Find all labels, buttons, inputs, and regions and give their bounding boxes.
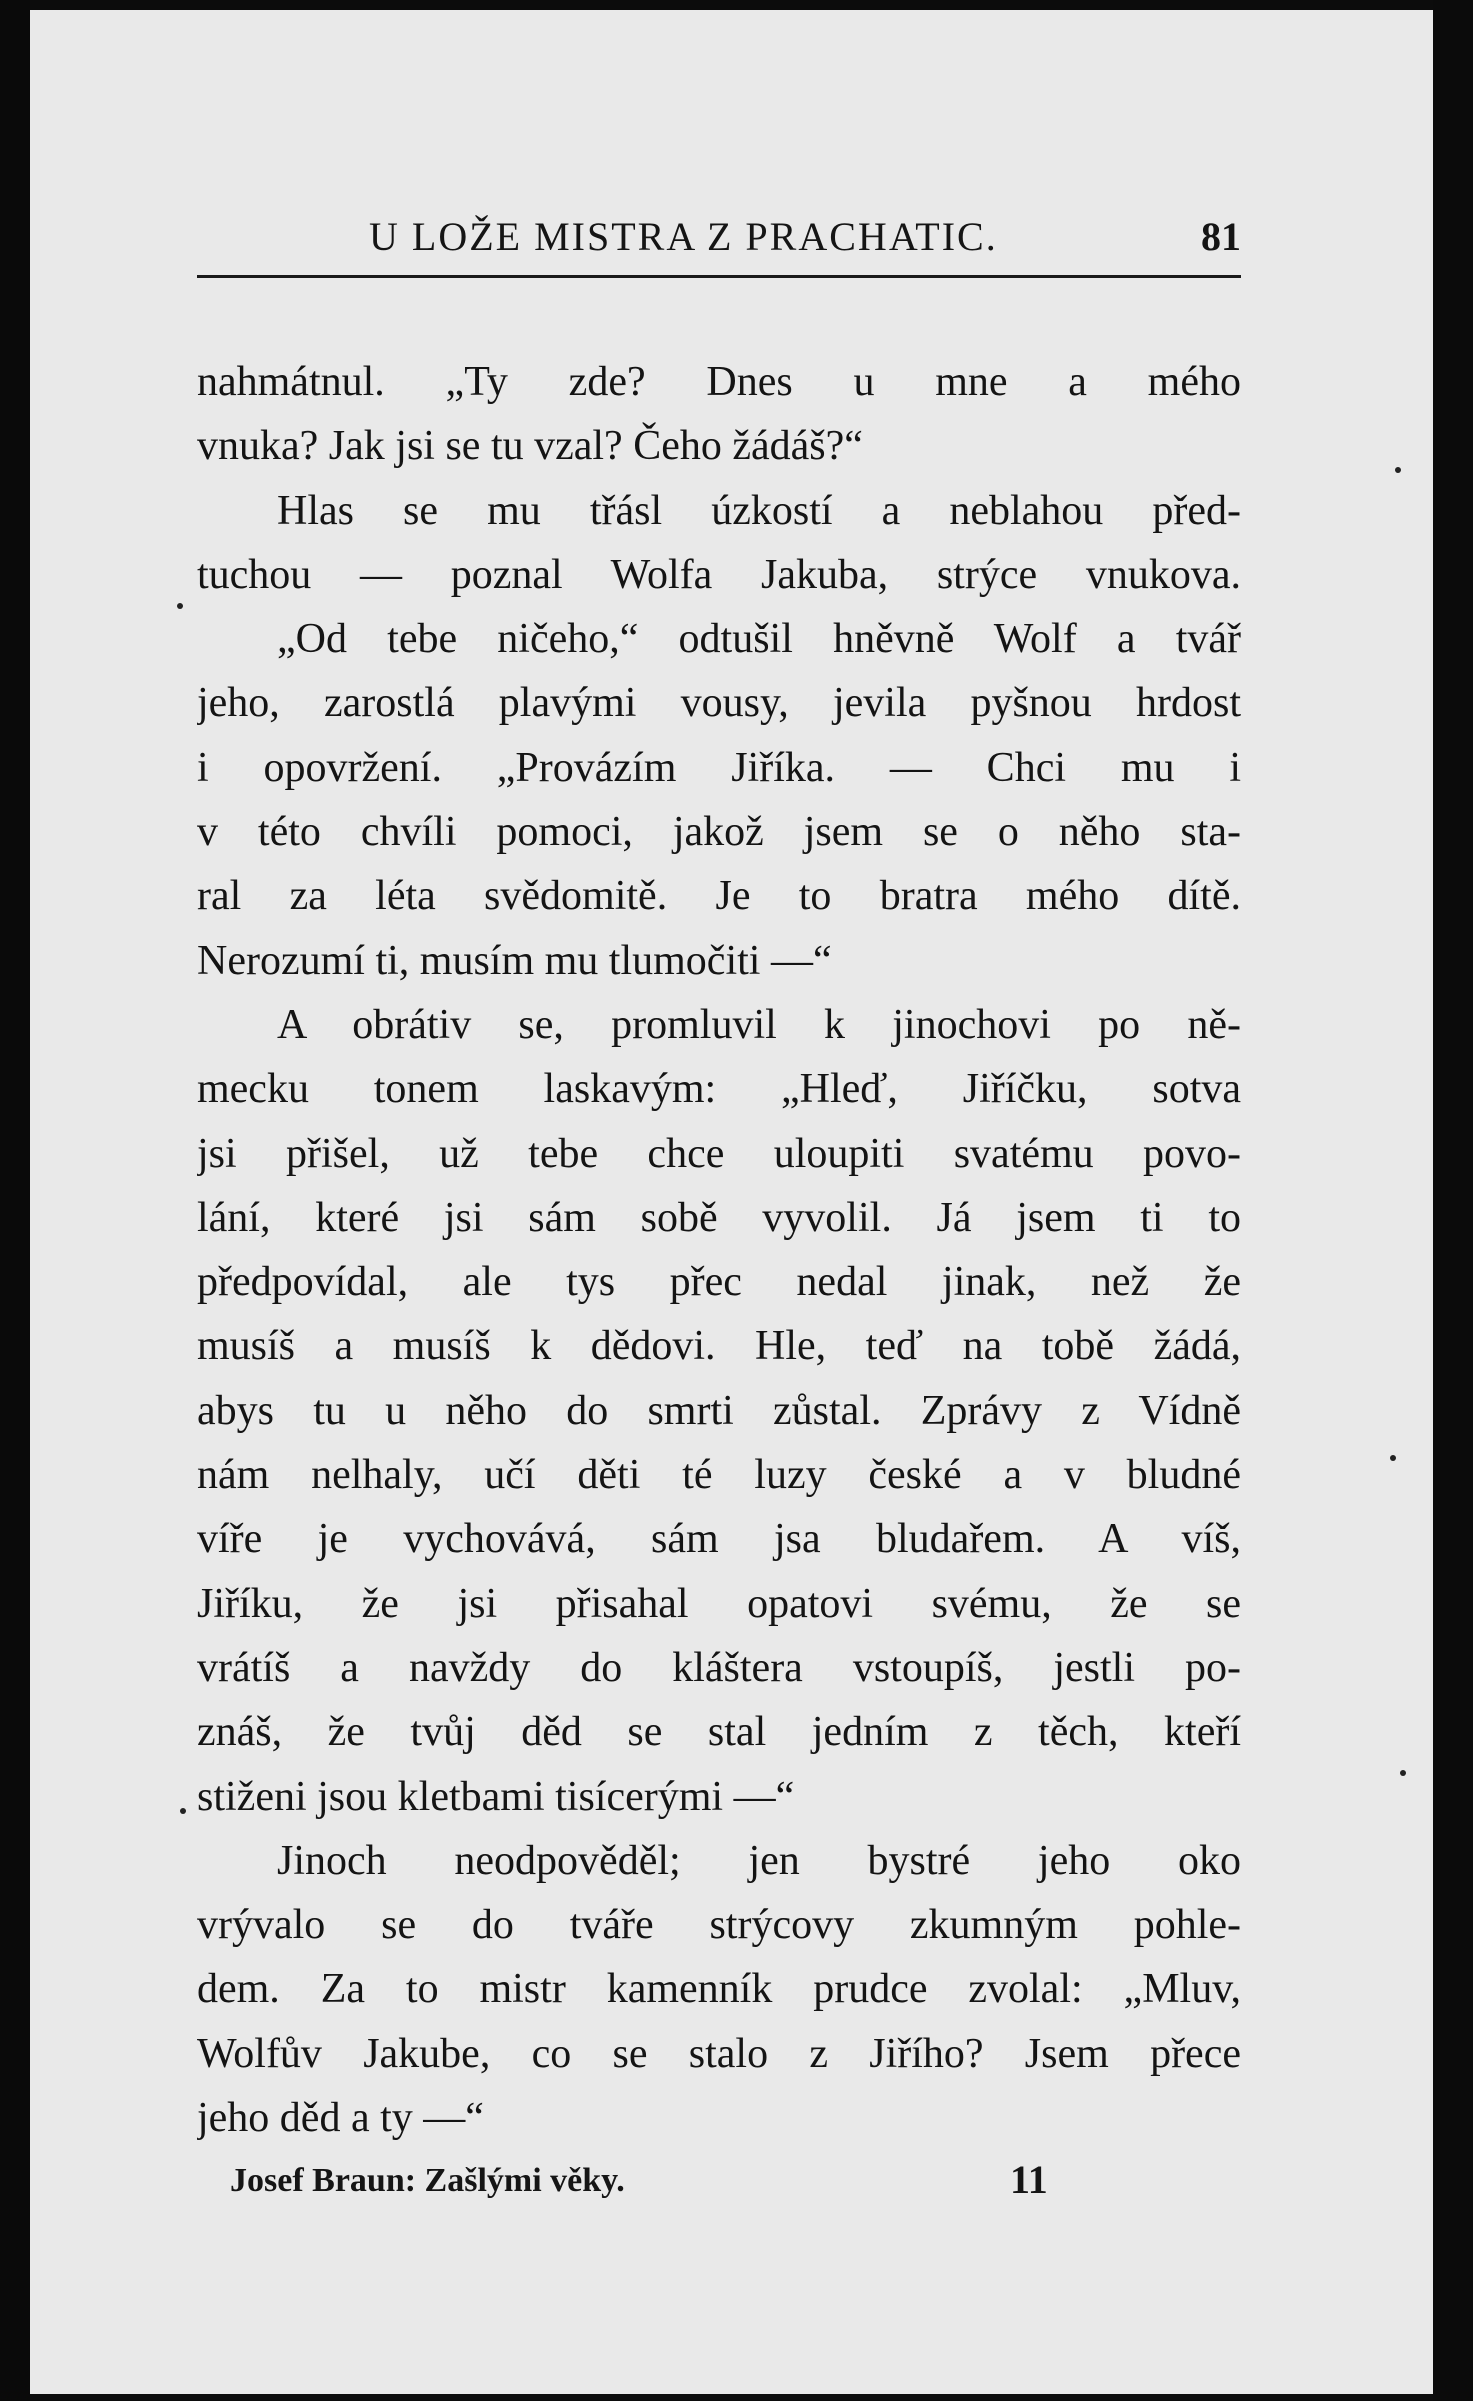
text-line: Nerozumí ti, musím mu tlumočiti —“: [197, 937, 832, 984]
text-line: Jinoch neodpověděl; jen bystré jeho oko: [277, 1837, 1241, 1884]
text-line: vrývalo se do tváře strýcovy zkumným pohle-: [197, 1902, 1241, 1949]
text-line: v této chvíli pomoci, jakož jsem se o něho sta-: [197, 809, 1241, 856]
text-line: abys tu u něho do smrti zůstal. Zprávy z Vídně: [197, 1387, 1241, 1434]
text-line: vnuka? Jak jsi se tu vzal? Čeho žádáš?“: [197, 423, 863, 470]
text-line: jsi přišel, už tebe chce uloupiti svatému povo-: [197, 1130, 1241, 1177]
text-line: stiženi jsou kletbami tisícerými —“: [197, 1773, 795, 1820]
header-rule: [197, 275, 1241, 278]
print-speck: [180, 1808, 186, 1814]
body-text: [197, 350, 1241, 2150]
text-line: nám nelhaly, učí děti té luzy české a v bludné: [197, 1452, 1241, 1499]
text-line: tuchou — poznal Wolfa Jakuba, strýce vnukova.: [197, 551, 1241, 598]
text-line: jeho děd a ty —“: [197, 2095, 484, 2142]
print-speck: [1390, 1455, 1396, 1461]
page-edge-shadow: [1433, 0, 1473, 2401]
footer-credit: Josef Braun: Zašlými věky.: [230, 2162, 625, 2199]
text-line: mecku tonem laskavým: „Hleď, Jiříčku, sotva: [197, 1066, 1241, 1113]
running-title: U LOŽE MISTRA Z PRACHATIC.: [369, 214, 998, 259]
page-footer: [230, 2157, 1050, 2212]
print-speck: [1395, 467, 1401, 473]
book-spine-shadow: [0, 0, 30, 2401]
text-line: Wolfův Jakube, co se stalo z Jiřího? Jsem přece: [197, 2030, 1241, 2077]
text-line: i opovržení. „Provázím Jiříka. — Chci mu i: [197, 744, 1241, 791]
text-line: jeho, zarostlá plavými vousy, jevila pyšnou hrdost: [197, 680, 1241, 727]
text-line: předpovídal, ale tys přec nedal jinak, než že: [197, 1259, 1241, 1306]
text-line: musíš a musíš k dědovi. Hle, teď na tobě žádá,: [197, 1323, 1241, 1370]
page-number: 81: [1201, 214, 1241, 259]
signature-mark: 11: [1010, 2157, 1048, 2202]
text-line: nahmátnul. „Ty zde? Dnes u mne a mého: [197, 359, 1241, 405]
running-header: [197, 213, 1241, 269]
text-line: vrátíš a navždy do kláštera vstoupíš, jestli po-: [197, 1644, 1241, 1691]
text-line: znáš, že tvůj děd se stal jedním z těch, kteří: [197, 1709, 1241, 1756]
print-speck: [177, 603, 183, 609]
text-line: A obrátiv se, promluvil k jinochovi po ně-: [277, 1001, 1241, 1048]
text-line: „Od tebe ničeho,“ odtušil hněvně Wolf a tvář: [277, 616, 1241, 663]
text-line: víře je vychovává, sám jsa bludařem. A víš,: [197, 1516, 1241, 1563]
text-line: lání, které jsi sám sobě vyvolil. Já jsem ti to: [197, 1194, 1241, 1241]
text-line: Hlas se mu třásl úzkostí a neblahou před-: [277, 487, 1241, 534]
text-line: dem. Za to mistr kamenník prudce zvolal: „Mluv,: [197, 1966, 1241, 2013]
text-line: Jiříku, že jsi přisahal opatovi svému, že se: [197, 1580, 1241, 1627]
text-line: ral za léta svědomitě. Je to bratra mého dítě.: [197, 873, 1241, 920]
print-speck: [1400, 1770, 1406, 1776]
